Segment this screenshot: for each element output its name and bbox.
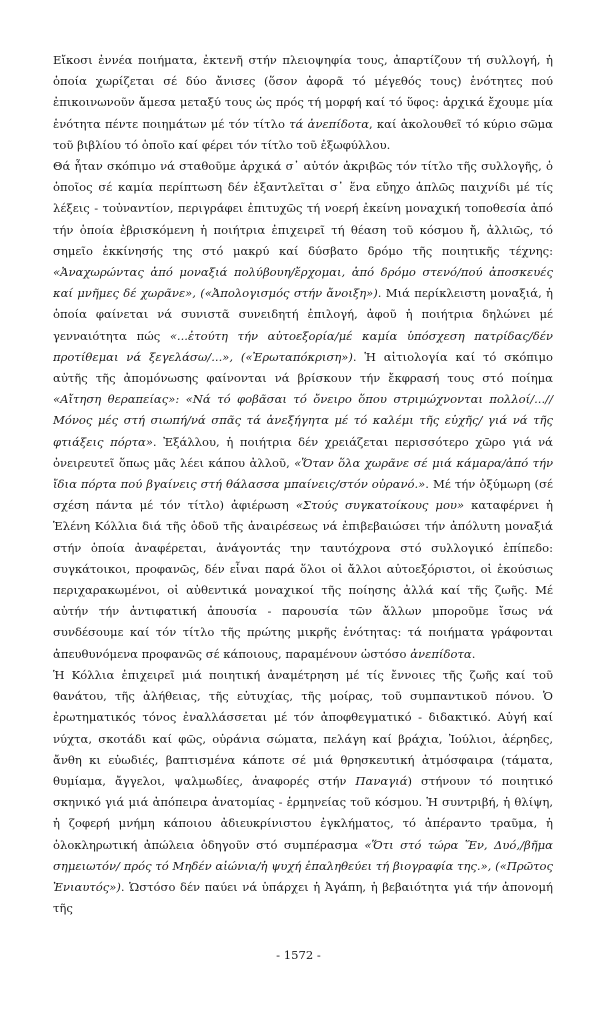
document-body — [53, 50, 553, 919]
italic-segment: «...ἐτούτη τήν αὐτοεξορία/μέ καμία ὑπόσχεση πατρίδας/δέν προτίθεμαι νά ξεγελάσω/...», («Ἐρωταπόκριση») — [53, 328, 553, 364]
text-segment: Ἡ Κόλλια ἐπιχειρεῖ μιά ποιητική ἀναμέτρηση μέ τίς ἔννοιες τῆς ζωῆς καί τοῦ θανάτου, τῆς ἀλήθειας, τῆς εὐτυχίας, τῆς μοίρας, τοῦ συμπαντικοῦ πόνου. Ὁ ἐρωτηματικός τόνος ἐναλλάσσεται μέ τόν ἀποφθεγματικό - διδακτικό. Αὐγή καί νύχτα, σκοτάδι καί φῶς, οὐράνια σώματα, πελάγη καί βράχια, Ἰούλιοι, ἀέρηδες, ἄνθη κι εὐωδιές, βαπτισμένα κάποτε σέ μιά θρησκευτική ἀτμόσφαιρα (τάματα, θυμίαμα, ἄγγελοι, ψαλμωδίες, ἀναφορές στήν — [53, 667, 553, 788]
text-segment: . Ὡστόσο δέν παύει νά ὑπάρχει ἡ Ἀγάπη, ἡ βεβαιότητα γιά τήν ἀπονομή τῆς — [53, 879, 553, 916]
text-segment: . Ἐξάλλου, ἡ ποιήτρια δέν χρειάζεται περισσότερο χῶρο γιά νά ὀνειρευτεῖ ὅπως μᾶς λέει κάπου ἀλλοῦ, — [53, 434, 553, 470]
italic-segment: «Αἴτηση θεραπείας»: «Νά τό φοβᾶσαι τό ὄνειρο ὅπου στριμώχνονται πολλοί/...//Μόνος μές στή σιωπή/νά σπᾶς τά ἀνεξήγητα μέ τό καλέμι τῆς εὐχῆς/ γιά νά τῆς φτιάξεις πόρτα» — [53, 392, 553, 449]
paragraph-2 — [53, 156, 553, 665]
italic-segment: Παναγιά — [355, 773, 408, 788]
text-segment: . — [471, 646, 476, 661]
text-segment: . Μέ τήν ὀξύμωρη (σέ σχέση πάντα μέ τόν τίτλο) ἀφιέρωση — [53, 477, 553, 513]
paragraph-3 — [53, 665, 553, 919]
text-segment: καταφέρνει ἡ Ἑλένη Κόλλια διά τῆς ὁδοῦ τῆς ἀναιρέσεως νά ἐπιβεβαιώσει τήν ἀπόλυτη μοναξιά στήν ὁποία ἀναφέρεται, ἀνάγοντάς την ταυτόχρονα στό συλλογικό ἐπίπεδο: συγκάτοικοι, προφανῶς, δέν εἶναι παρά ὅλοι οἱ ἄλλοι αὐτοεξόριστοι, οἱ ἑκούσιως περιχαρακωμένοι, οἱ αὐθεντικά μοναχικοί τῆς ποίησης ἀλλά καί τῆς ζωῆς. Μέ αὐτήν τήν ἀντιφατική ἀπουσία - παρουσία τῶν ἄλλων μποροῦμε ἴσως νά συνδέσουμε καί τόν τίτλο τῆς πρώτης μικρῆς ἑνότητας: τά ποιήματα γράφονται ἀπευθυνόμενα προφανῶς σέ κάποιους, παραμένουν ὡστόσο — [53, 498, 553, 661]
italic-segment: «Ὅταν ὅλα χωρᾶνε σέ μιά κάμαρα/ἀπό τήν ἴδια πόρτα πού βγαίνεις στή θάλασσα μπαίνεις/στόν οὐρανό.» — [53, 455, 553, 492]
paragraph-1 — [53, 50, 553, 156]
italic-segment: τά ἀνεπίδοτα — [289, 116, 370, 131]
italic-segment: «Ὅτι στό τώρα Ἕν, Δυό,/βῆμα σημειωτόν/ πρός τό Μηδέν αἰώνια/ἡ ψυχή ἐπαληθεύει τή βιογραφία της.», («Πρῶτος Ἐνιαυτός») — [53, 837, 554, 894]
page-number: - 1572 - — [276, 948, 321, 962]
text-segment: , καί ἀκολουθεῖ τό κύριο σῶμα τοῦ βιβλίου τό ὁποῖο καί φέρει τόν τίτλο τοῦ ἐξωφύλλου. — [53, 116, 553, 152]
italic-segment: ἀνεπίδοτα — [410, 646, 472, 661]
text-segment: Θά ἦταν σκόπιμο νά σταθοῦμε ἀρχικά σ᾽ αὐτόν ἀκριβῶς τόν τίτλο τῆς συλλογῆς, ὁ ὁποῖος σέ καμία περίπτωση δέν ἐξαντλεῖται σ᾽ ἕνα εὔηχο ἁπλῶς παιχνίδι μέ τίς λέξεις - τοὐναντίον, περιγράφει ἐπιτυχῶς τή νοερή ἐκείνη μοναχική τοποθεσία ἀπό τήν ὁποία ἐβρισκόμενη ἡ ποιήτρια ἐπιχειρεῖ τή θέαση τοῦ κόσμου ἤ, ἀλλιῶς, τό σημεῖο ἐκκίνησής της στό μακρύ καί δύσβατο δρόμο τῆς ποιητικῆς τέχνης: — [53, 159, 553, 258]
italic-segment: «Στούς συγκατοίκους μου» — [295, 498, 465, 513]
text-segment: . Ἡ αἰτιολογία καί τό σκόπιμο αὐτῆς τῆς ἀπομόνωσης φαίνονται νά βρίσκουν τήν ἔκφρασή τους στό ποίημα — [53, 349, 553, 386]
text-segment: Εἴκοσι ἐννέα ποιήματα, ἐκτενῆ στήν πλειοψηφία τους, ἀπαρτίζουν τή συλλογή, ἡ ὁποία χωρίζεται σέ δύο ἄνισες (ὅσον ἀφορᾶ τό μέγεθός τους) ἑνότητες πού ἐπικοινωνοῦν ἄμεσα μεταξύ τους ὡς πρός τή μορφή καί τό ὕφος: ἀρχικά ἔχουμε μία ἑνότητα πέντε ποιημάτων μέ τόν τίτλο — [53, 53, 553, 131]
text-segment: . Μιά περίκλειστη μοναξιά, ἡ ὁποία φαίνεται νά συνιστᾶ συνειδητή ἐπιλογή, ἀφοῦ ἡ ποιήτρια δηλώνει μέ γενναιότητα πώς — [53, 286, 553, 343]
text-segment: ) στήνουν τό ποιητικό σκηνικό γιά μιά ἀπόπειρα ἀνατομίας - ἑρμηνείας τοῦ κόσμου. Ἡ συντριβή, ἡ θλίψη, ἡ ζοφερή μνήμη κάποιου ἀδιευκρίνιστου ἐγκλήματος, τό ἀπέραντο τραῦμα, ἡ ὁλοκληρωτική ἀπώλεια ὁδηγοῦν στό συμπέρασμα — [53, 773, 553, 852]
italic-segment: «Ἀναχωρώντας ἀπό μοναξιά πολύβουη/ἔρχομαι, ἀπό δρόμο στενό/πού ἀποσκευές καί μνῆμες δέ χωρᾶνε», («Ἀπολογισμός στήν ἄνοιξη») — [53, 265, 553, 301]
